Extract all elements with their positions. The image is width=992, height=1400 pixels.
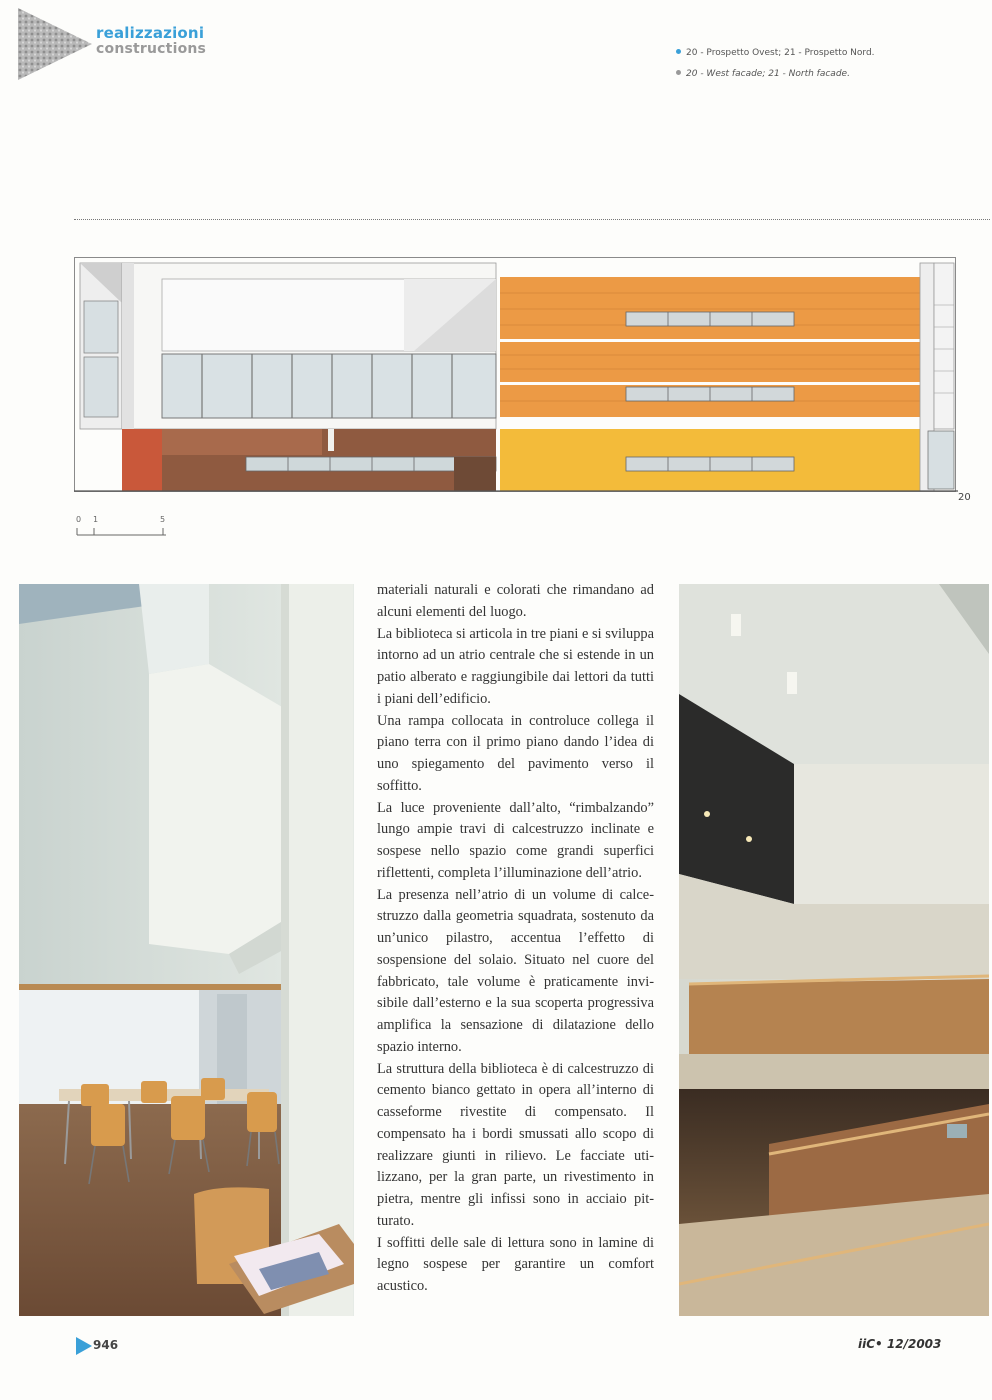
body-paragraph: La presenza nell’atrio di un volume di calcestruzzo dalla geometria squadrata, sostenuto da un’unico pilastro, accentua l’effetto di sospensione del solaio. Situato nel cuore del fabbricato, tale volume è praticamente invisibile dall’esterno e la sua scoperta progressiva amplifica la sensazione di dilatazione dello spazio interno. <box>377 886 654 1055</box>
dotted-divider <box>74 219 990 220</box>
page-arrow-icon <box>76 1337 92 1355</box>
body-paragraph: La struttura della biblioteca è di calcestruzzo di cemento bianco gettato in opera all’interno di casseforme rivestite di compensato. Il compensato ha i bordi smussati allo scopo di realizzare giunti in rilievo. Le facciate utilizzano, per la gran parte, un rivestimento in pietra, mentre gli infissi sono in acciaio pitturato. <box>377 1060 654 1229</box>
body-paragraph: La biblioteca si articola in tre piani e si sviluppa intorno ad un atrio centrale che si estende in un patio alberato e raggiungibile dai lettori da tutti i piani dell’edificio. <box>377 625 654 707</box>
figure-number: 20 <box>958 492 971 503</box>
body-paragraph: materiali naturali e colorati che rimandano ad alcuni elementi del luogo. <box>377 582 654 620</box>
bullet-icon <box>676 49 681 54</box>
scale-label: 0 <box>76 515 82 524</box>
body-paragraph: La luce proveniente dall’alto, “rimbalzando” lungo ampie travi di calcestruzzo inclinate e sospese nello spazio come grandi superfici riflettenti, completa l’illuminazione dell’atrio. <box>377 799 654 881</box>
article-body <box>377 580 654 1298</box>
scale-label: 1 <box>93 515 99 524</box>
body-paragraph: I soffitti delle sale di lettura sono in lamine di legno sospese per garantire un comfort acustico. <box>377 1234 654 1294</box>
caption-italian-text: 20 - Prospetto Ovest; 21 - Prospetto Nord. <box>686 48 875 58</box>
caption-english <box>676 69 850 79</box>
atrium-photo <box>679 584 989 1316</box>
section-title-italian: realizzazioni <box>96 24 205 42</box>
bullet-icon <box>676 70 681 75</box>
page-number: 946 <box>93 1338 119 1352</box>
scale-bar <box>76 513 172 541</box>
issue-label: iiC• 12/2003 <box>858 1337 942 1351</box>
caption-english-text: 20 - West facade; 21 - North facade. <box>686 69 850 79</box>
section-logo-triangle <box>18 8 92 82</box>
reading-room-photo <box>19 584 354 1316</box>
caption-italian <box>676 48 875 58</box>
scale-label: 5 <box>160 515 166 524</box>
section-title-english: constructions <box>96 41 207 57</box>
west-facade-elevation <box>74 255 958 495</box>
body-paragraph: Una rampa collocata in controluce collega il piano terra con il primo piano dando l’idea di uno spiegamento del pavimento verso il soffitto. <box>377 712 654 794</box>
